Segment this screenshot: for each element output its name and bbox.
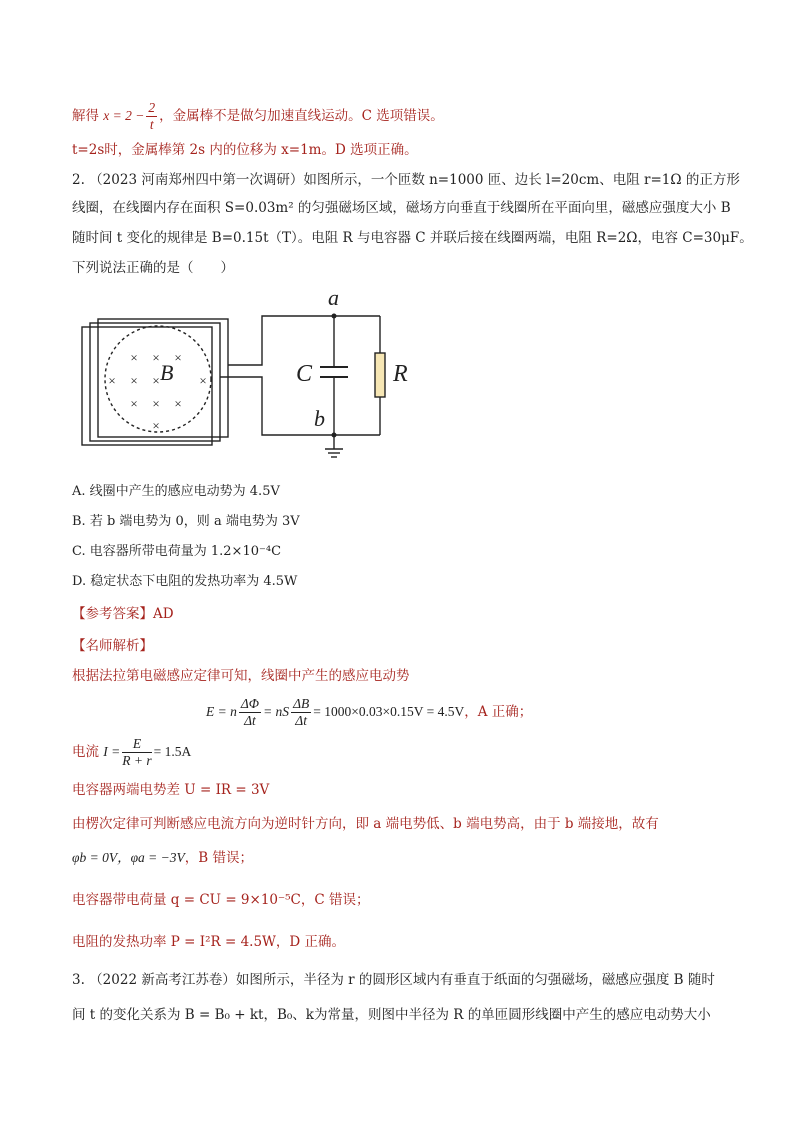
field-cross: ×	[130, 350, 138, 365]
node-a	[332, 314, 337, 319]
power-text: 电阻的发热功率 P = I²R = 4.5W	[72, 934, 276, 950]
option-d: D. 稳定状态下电阻的发热功率为 4.5W	[72, 574, 298, 589]
emf-note: ，A 正确；	[464, 704, 533, 720]
emf-fraction-2	[291, 696, 311, 729]
label-C: C	[296, 361, 313, 387]
field-cross: ×	[108, 373, 116, 388]
label-R: R	[393, 361, 408, 387]
question-2-line-2: 线圈，在线圈内存在面积 S=0.03m² 的匀强磁场区域，磁场方向垂直于线圈所在平面向里，磁感应强度大小 B	[72, 200, 731, 216]
numerator: ΔB	[293, 696, 310, 712]
voltage-line: 电容器两端电势差 U = IR = 3V	[72, 782, 270, 798]
question-3-line-2: 间 t 的变化关系为 B = B₀ + kt，B₀、k为常量，则图中半径为 R 的单匝圆形线圈中产生的感应电动势大小	[72, 1007, 711, 1023]
charge-note: ，C 错误；	[300, 892, 370, 908]
fraction	[146, 100, 157, 133]
emf-rhs: = 1000×0.03×0.15V = 4.5V	[313, 704, 465, 719]
analysis-intro: 根据法拉第电磁感应定律可知，线圈中产生的感应电动势	[72, 668, 410, 684]
field-cross: ×	[199, 373, 207, 388]
option-c: C. 电容器所带电荷量为 1.2×10⁻⁴C	[72, 544, 282, 559]
circuit-diagram	[60, 285, 430, 470]
label-b: b	[314, 406, 325, 431]
field-cross: ×	[152, 418, 160, 433]
lenz-line: 由楞次定律可判断感应电流方向为逆时针方向，即 a 端电势低、b 端电势高，由于 b 端接地，故有	[72, 816, 659, 832]
solution-line-1	[72, 100, 444, 133]
resistor	[375, 353, 385, 397]
power-note: ，D 正确。	[275, 934, 346, 950]
emf-lhs: E = n	[206, 704, 237, 719]
potential-note: ，B 错误；	[184, 850, 253, 866]
charge-text: 电容器带电荷量 q = CU = 9×10⁻⁵C	[72, 892, 301, 908]
label-a: a	[328, 285, 339, 310]
emf-fraction-1	[239, 696, 261, 729]
denominator: Δt	[244, 713, 256, 729]
lead-top	[228, 316, 380, 365]
emf-mid: = nS	[263, 704, 290, 719]
label-B: B	[160, 360, 174, 385]
field-cross: ×	[152, 373, 160, 388]
solution-prefix: 解得	[72, 108, 99, 124]
field-cross: ×	[174, 350, 182, 365]
field-cross: ×	[152, 396, 160, 411]
answer-line	[72, 604, 174, 624]
option-b: B. 若 b 端电势为 0，则 a 端电势为 3V	[72, 514, 300, 529]
current-prefix: 电流	[72, 744, 99, 760]
field-cross: ×	[174, 396, 182, 411]
numerator: E	[122, 736, 151, 753]
power-line	[72, 932, 345, 952]
coil-turn-1	[82, 327, 212, 445]
node-b	[332, 433, 337, 438]
analysis-label: 【名师解析】	[72, 638, 153, 654]
numerator: ΔΦ	[240, 696, 260, 712]
equation-lhs: x = 2 −	[103, 108, 145, 123]
solution-line-2: t=2s时，金属棒第 2s 内的位移为 x=1m。D 选项正确。	[72, 142, 418, 158]
question-2-line-1: 2. （2023 河南郑州四中第一次调研）如图所示，一个匝数 n=1000 匝、边长 l=20cm、电阻 r=1Ω 的正方形	[72, 172, 740, 188]
question-2-line-3: 随时间 t 变化的规律是 B=0.15t（T）。电阻 R 与电容器 C 并联后接在线圈两端，电阻 R=2Ω，电容 C=30μF。	[72, 230, 753, 246]
charge-line	[72, 890, 370, 910]
current-lhs: I =	[103, 744, 121, 759]
denominator: t	[149, 117, 154, 132]
answer-label: 【参考答案】	[72, 606, 153, 622]
current-equation	[72, 734, 191, 770]
denominator: Δt	[295, 713, 307, 729]
potential-line	[72, 848, 253, 868]
answer-value: AD	[153, 606, 174, 622]
potential-values: φb = 0V，φa = −3V	[72, 850, 185, 865]
emf-equation	[206, 694, 532, 730]
question-2-line-4: 下列说法正确的是（ ）	[72, 260, 234, 276]
option-a: A. 线圈中产生的感应电动势为 4.5V	[72, 484, 280, 499]
field-cross: ×	[130, 396, 138, 411]
solution-suffix: ，金属棒不是做匀加速直线运动。C 选项错误。	[159, 108, 444, 124]
numerator: 2	[148, 100, 156, 115]
denominator: R + r	[122, 753, 152, 768]
current-fraction	[122, 736, 151, 769]
field-cross: ×	[130, 373, 138, 388]
current-rhs: = 1.5A	[153, 744, 192, 759]
question-3-line-1: 3. （2022 新高考江苏卷）如图所示，半径为 r 的圆形区域内有垂直于纸面的匀强磁场，磁感应强度 B 随时	[72, 972, 715, 988]
field-cross: ×	[152, 350, 160, 365]
